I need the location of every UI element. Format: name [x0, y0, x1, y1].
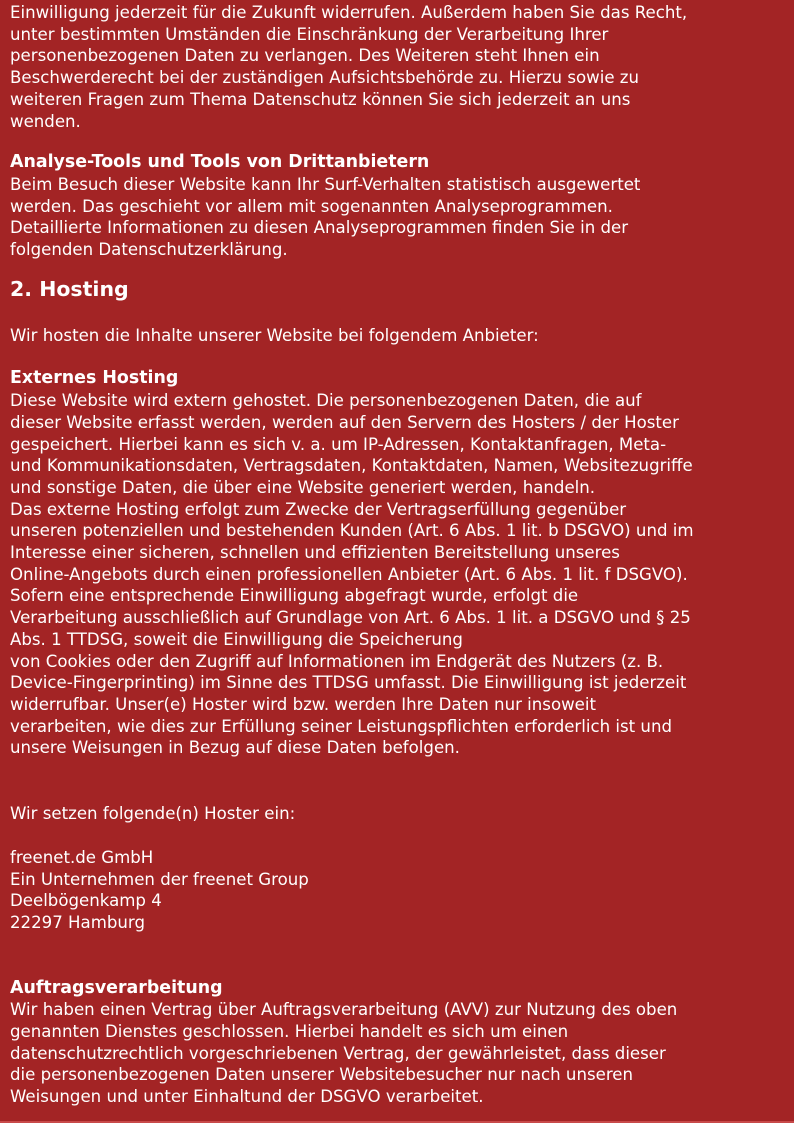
- auftragsverarbeitung-heading: Auftragsverarbeitung: [10, 977, 223, 998]
- hoster-intro: Wir setzen folgende(n) Hoster ein:: [10, 804, 296, 824]
- address-line: Ein Unternehmen der freenet Group: [10, 869, 309, 889]
- externes-hosting-section: [10, 368, 788, 933]
- text-line: weiteren Fragen zum Thema Datenschutz können Sie sich jederzeit an uns: [10, 89, 631, 109]
- text-line: Detaillierte Informationen zu diesen Analyseprogrammen finden Sie in der: [10, 218, 629, 238]
- text-line: folgenden Datenschutzerklärung.: [10, 240, 288, 260]
- text-line: verarbeiten, wie dies zur Erfüllung seiner Leistungspflichten erforderlich ist und: [10, 716, 672, 736]
- hosting-section: [10, 275, 788, 347]
- text-line: Beim Besuch dieser Website kann Ihr Surf-Verhalten statistisch ausgewertet: [10, 174, 641, 194]
- text-line: Interesse einer sicheren, schnellen und effizienten Bereitstellung unseres: [10, 543, 620, 563]
- text-line: Das externe Hosting erfolgt zum Zwecke der Vertragserfüllung gegenüber: [10, 499, 627, 519]
- analyse-heading: Analyse-Tools und Tools von Drittanbietern: [10, 152, 430, 173]
- text-line: Online-Angebots durch einen professionellen Anbieter (Art. 6 Abs. 1 lit. f DSGVO).: [10, 564, 688, 584]
- text-line: werden. Das geschieht vor allem mit sogenannten Analyseprogrammen.: [10, 196, 613, 216]
- address-line: 22297 Hamburg: [10, 912, 145, 932]
- text-line: Diese Website wird extern gehostet. Die personenbezogenen Daten, die auf: [10, 391, 642, 411]
- text-line: wenden.: [10, 111, 81, 131]
- intro-paragraph: [10, 2, 788, 132]
- text-line: Beschwerderecht bei der zuständigen Aufsichtsbehörde zu. Hierzu sowie zu: [10, 68, 640, 88]
- address-line: Deelbögenkamp 4: [10, 891, 162, 911]
- hosting-intro: Wir hosten die Inhalte unserer Website bei folgendem Anbieter:: [10, 325, 539, 345]
- externes-hosting-heading: Externes Hosting: [10, 368, 179, 389]
- text-line: Wir haben einen Vertrag über Auftragsverarbeitung (AVV) zur Nutzung des oben: [10, 1000, 678, 1020]
- privacy-policy-document: [10, 2, 788, 1108]
- text-line: genannten Dienstes geschlossen. Hierbei handelt es sich um einen: [10, 1022, 569, 1042]
- text-line: widerrufbar. Unser(e) Hoster wird bzw. werden Ihre Daten nur insoweit: [10, 694, 597, 714]
- text-line: und sonstige Daten, die über eine Website generiert werden, handeln.: [10, 477, 596, 497]
- text-line: dieser Website erfasst werden, werden auf den Servern des Hosters / der Hoster: [10, 412, 679, 432]
- text-line: unsere Weisungen in Bezug auf diese Daten befolgen.: [10, 738, 460, 758]
- text-line: von Cookies oder den Zugriff auf Informationen im Endgerät des Nutzers (z. B.: [10, 651, 664, 671]
- text-line: die personenbezogenen Daten unserer Websitebesucher nur nach unseren: [10, 1065, 634, 1085]
- hoster-address: [10, 847, 788, 934]
- analyse-section: [10, 152, 788, 261]
- text-line: Sofern eine entsprechende Einwilligung abgefragt wurde, erfolgt die: [10, 586, 579, 606]
- text-line: Einwilligung jederzeit für die Zukunft widerrufen. Außerdem haben Sie das Recht,: [10, 3, 688, 22]
- text-line: datenschutzrechtlich vorgeschriebenen Vertrag, der gewährleistet, dass dieser: [10, 1043, 666, 1063]
- address-line: freenet.de GmbH: [10, 847, 154, 867]
- text-line: gespeichert. Hierbei kann es sich v. a. um IP-Adressen, Kontaktanfragen, Meta-: [10, 434, 667, 454]
- auftragsverarbeitung-section: [10, 978, 788, 1108]
- text-line: unseren potenziellen und bestehenden Kunden (Art. 6 Abs. 1 lit. b DSGVO) und im: [10, 521, 694, 541]
- text-line: Device-Fingerprinting) im Sinne des TTDSG umfasst. Die Einwilligung ist jederzeit: [10, 673, 687, 693]
- hosting-heading: 2. Hosting: [10, 276, 129, 301]
- text-line: und Kommunikationsdaten, Vertragsdaten, Kontaktdaten, Namen, Websitezugriffe: [10, 456, 693, 476]
- text-line: unter bestimmten Umständen die Einschränkung der Verarbeitung Ihrer: [10, 24, 609, 44]
- text-line: Verarbeitung ausschließlich auf Grundlage von Art. 6 Abs. 1 lit. a DSGVO und § 25: [10, 608, 691, 628]
- text-line: Abs. 1 TTDSG, soweit die Einwilligung die Speicherung: [10, 629, 463, 649]
- text-line: Weisungen und unter Einhaltund der DSGVO verarbeitet.: [10, 1087, 484, 1107]
- text-line: personenbezogenen Daten zu verlangen. Des Weiteren steht Ihnen ein: [10, 46, 600, 66]
